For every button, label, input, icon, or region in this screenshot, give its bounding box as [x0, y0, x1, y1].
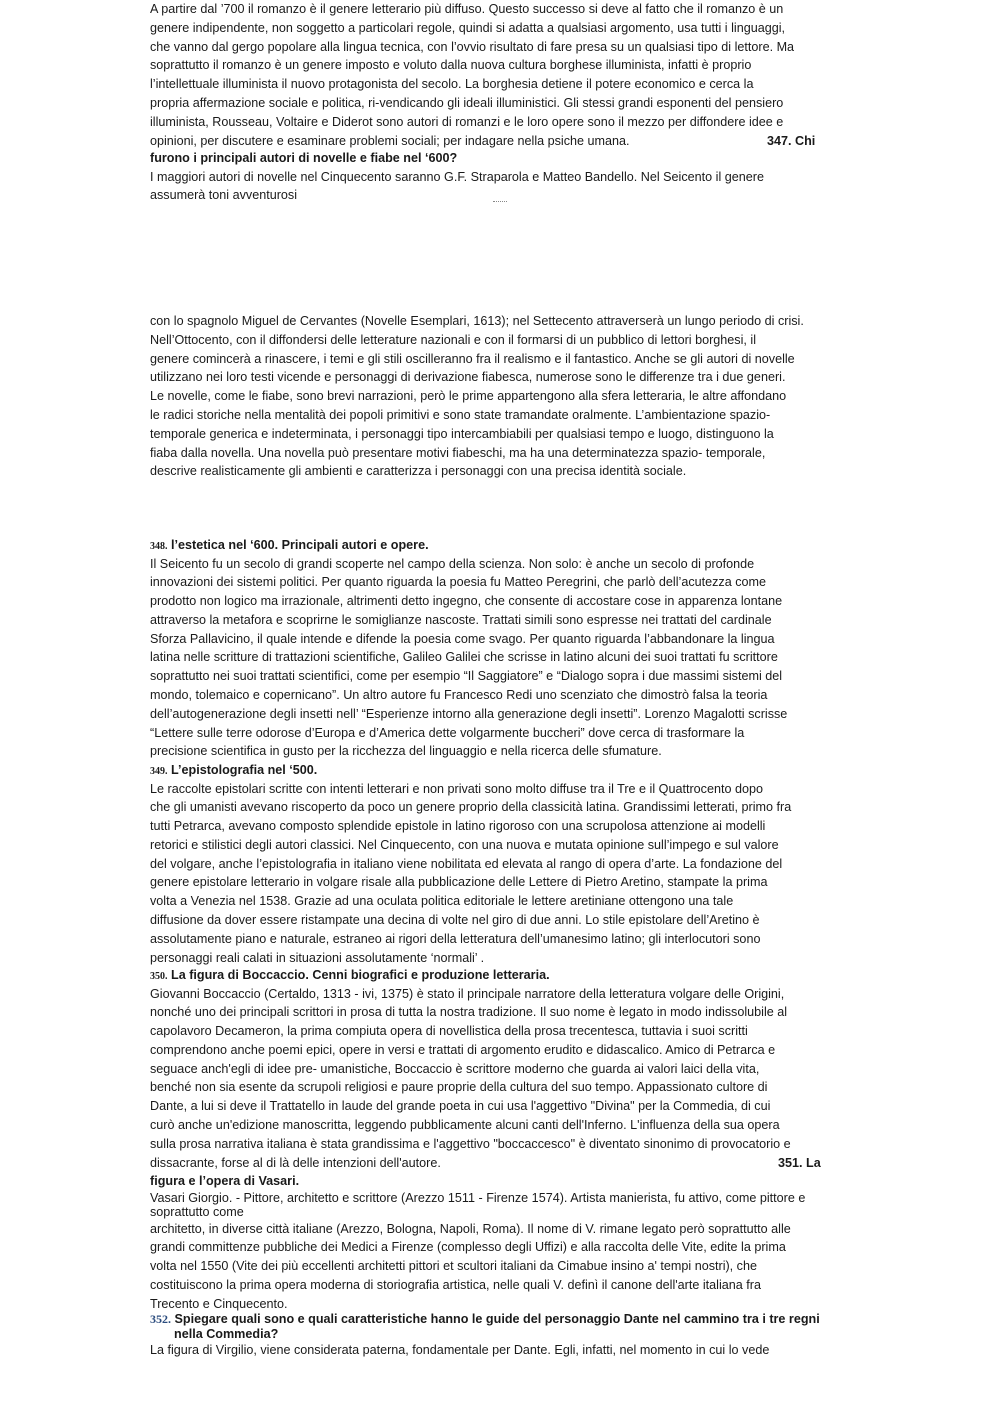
text-line: nonché uno dei principali scrittori in prosa di tutta la nostra tradizione. Il suo nome è legato in modo indissolubile al: [150, 1005, 788, 1020]
question-title-continued: nella Commedia?: [174, 1326, 279, 1341]
question-347: [150, 151, 850, 205]
text-line: Il Seicento fu un secolo di grandi scoperte nel campo della scienza. Non solo: è anche un secolo di profonde: [150, 556, 755, 571]
text-line: genere comincerà a rinascere, i temi e gli stili oscilleranno fra il realismo e il fantastico. Anche se gli autori di novelle: [150, 351, 795, 366]
text-line: Giovanni Boccaccio (Certaldo, 1313 - ivi, 1375) è stato il principale narratore della letteratura volgare delle Origini,: [150, 986, 785, 1001]
text-line: Nell’Ottocento, con il diffondersi delle letterature nazionali e con il formarsi di un pubblico di lettori borghesi, il: [150, 332, 756, 347]
text-line: curò anche un'edizione manoscritta, leggendo pubblicamente alcuni canti dell'Inferno. L'influenza della sua opera: [150, 1118, 780, 1133]
text-line: con lo spagnolo Miguel de Cervantes (Novelle Esemplari, 1613); nel Settecento attraverserà un lungo periodo di crisi.: [150, 314, 804, 328]
question-347-continuation: [150, 312, 850, 481]
text-line: A partire dal ’700 il romanzo è il genere letterario più diffuso. Questo successo si deve al fatto che il romanzo è un: [150, 2, 784, 16]
text-line-body: opinioni, per discutere e esaminare problemi sociali; per indagare nella psiche umana.: [150, 133, 630, 148]
text-line: capolavoro Decameron, la prima compiuta opera di novellistica della prosa trecentesca, tuttavia i suoi scritti: [150, 1024, 748, 1039]
text-line: l’intellettuale illuminista il nuovo protagonista del secolo. La borghesia detiene il potere economico e cerca la: [150, 77, 754, 92]
text-line: latina nelle scritture di trattazioni scientifiche, Galileo Galilei che scrisse in latino alcuni dei suoi trattati fu scrittore: [150, 650, 778, 665]
text-line: tutti Petrarca, avevano composto splendide epistole in latino rigoroso con una scrupolosa attenzione ai modelli: [150, 819, 766, 834]
text-line: che vanno dal gergo popolare alla lingua tecnica, con l’ovvio risultato di fare presa su un qualsiasi tipo di lettore. Ma: [150, 39, 795, 54]
question-348: [150, 538, 850, 761]
text-line: del volgare, anche l’epistolografia in italiano viene nobilitata ed elevata al rango di opera d’arte. La fondazione del: [150, 856, 783, 871]
question-350-heading: [150, 968, 850, 985]
question-349-heading: [150, 763, 850, 780]
text-line: “Lettere sulle terre odorose d’Europa e d’America dette volgarmente buccheri” dove cerca di trasformare la: [150, 725, 745, 740]
text-line: Dante, a lui si deve il Trattatello in laude del grande poeta in cui usa l'aggettivo "Divina" per la Commedia, di cui: [150, 1099, 771, 1114]
question-title: l’estetica nel ‘600. Principali autori e opere.: [171, 538, 429, 552]
text-line: che gli umanisti avevano riscoperto da poco un genere proprio della classicità latina. Grandissimi letterati, primo fra: [150, 800, 792, 815]
text-line: illuminista, Rousseau, Voltaire e Diderot sono autori di romanzi e le loro opere sono il mezzo per diffondere idee e: [150, 114, 784, 129]
text-line: fiaba dalla novella. Una novella può presentare motivi fiabeschi, ma ha una determinatezza spazio- temporale,: [150, 445, 766, 460]
question-number: 352.: [150, 1312, 171, 1326]
question-title: L’epistolografia nel ‘500.: [171, 763, 318, 777]
text-line: temporale generica e indeterminata, i personaggi tipo intercambiabili per qualsiasi tempo e luogo, distinguono la: [150, 426, 774, 441]
text-line: genere indipendente, non soggetto a particolari regole, quindi si adatta a qualsiasi argomento, usa tutti i linguaggi,: [150, 20, 786, 35]
text-line: grandi committenze pubbliche dei Medici a Firenze (complesso degli Uffizi) e alla raccolta delle Vite, edite la prima: [150, 1240, 786, 1255]
text-line: benché non sia esente da scrupoli religiosi e paure proprie della cultura del suo tempo. Appassionato cultore di: [150, 1080, 768, 1095]
question-347-heading: furono i principali autori di novelle e fiabe nel ‘600?: [150, 151, 458, 165]
text-line: I maggiori autori di novelle nel Cinquecento saranno G.F. Straparola e Matteo Bandello. Nel Seicento il genere: [150, 169, 764, 184]
text-line: attraverso la metafora e scoprirne le somiglianze nascoste. Trattati simili sono espresse nei trattati del cardinale: [150, 612, 772, 627]
text-line: Vasari Giorgio. - Pittore, architetto e scrittore (Arezzo 1511 - Firenze 1574). Artista manierista, fu attivo, come pittore e: [150, 1190, 806, 1205]
text-line: innovazioni dei sistemi politici. Per quanto riguarda la poesia fu Matteo Peregrini, che parlò dell’acutezza come: [150, 575, 767, 590]
text-line: soprattutto il romanzo è un genere imposto e voluto dalla nuova cultura borghese illuminista, infatti è proprio: [150, 58, 752, 73]
text-line: La figura di Virgilio, viene considerata paterna, fondamentale per Dante. Egli, infatti, nel momento in cui lo vede: [150, 1343, 770, 1357]
question-347-number: 347. Chi: [767, 133, 816, 148]
text-line: soprattutto come: [150, 1204, 244, 1219]
page-break-marker: [493, 201, 507, 204]
text-line: comprendono anche poemi epici, opere in versi e trattati di argomento erudito e didascalico. Amico di Petrarca e: [150, 1042, 776, 1057]
text-line: soprattutto nei suoi trattati scientifici, come per esempio “Il Saggiatore” e “Dialogo sopra i due massimi sistemi del: [150, 669, 783, 684]
question-351-heading: figura e l’opera di Vasari.: [150, 1174, 300, 1188]
text-line: retorici e stilistici degli autori classici. Nel Cinquecento, con una nuova e mutata opinione sull’impego e sul valore: [150, 837, 779, 852]
question-number: 348.: [150, 541, 168, 552]
text-line: personaggi reali calati in situazioni assolutamente ‘normali’ .: [150, 950, 485, 965]
text-line: [150, 132, 850, 151]
text-line: diffusione da dover essere ristampate una decina di volte nel giro di due anni. Lo stile epistolare dell’Aretino è: [150, 913, 760, 928]
question-350: [150, 968, 850, 1172]
text-line: dell’autogenerazione degli insetti nell’ “Esperienze intorno alla generazione degli insetti”. Lorenzo Magalotti scrisse: [150, 706, 788, 721]
question-351-number: 351. La: [778, 1155, 821, 1170]
text-line: assolutamente piano e naturale, estraneo ai rigori della letteratura dell’umanesimo latino; gli interlocutori sono: [150, 931, 761, 946]
question-348-heading: [150, 538, 850, 555]
question-349: [150, 763, 850, 967]
text-line: prodotto non logico ma irrazionale, altrimenti detto ingegno, che consente di accostare cose in apparenza lontane: [150, 594, 783, 609]
text-line: Le raccolte epistolari scritte con intenti letterari e non privati sono molto diffuse tra il Tre e il Quattrocento dopo: [150, 781, 763, 796]
question-title: Spiegare quali sono e quali caratteristiche hanno le guide del personaggio Dante nel cammino tra i tre regni: [174, 1312, 820, 1326]
text-line: precisione scientifica in gusto per la ricchezza del linguaggio e nella ricerca delle sfumature.: [150, 744, 662, 759]
question-title: La figura di Boccaccio. Cenni biografici e produzione letteraria.: [171, 968, 550, 982]
question-number: 350.: [150, 971, 168, 982]
text-line: volta nel 1550 (Vite dei più eccellenti architetti pittori et scultori italiani da Cimabue insino a' tempi nostri), che: [150, 1259, 757, 1274]
text-line: [150, 1154, 850, 1173]
text-line: propria affermazione sociale e politica, ri-vendicando gli ideali illuministici. Gli stessi grandi esponenti del pensiero: [150, 95, 784, 110]
question-352-heading: [150, 1312, 850, 1327]
text-line: seguace anch'egli di idee pre- umanistiche, Boccaccio è scrittore moderno che guarda ai valori laici della vita,: [150, 1061, 760, 1076]
question-351: [150, 1174, 850, 1313]
text-line: le radici storiche nella mentalità dei popoli primitivi e sono state tramandate oralmente. L’ambientazione spazio-: [150, 407, 771, 422]
text-line: utilizzano nei loro testi vicende e personaggi di derivazione fiabesca, numerose sono le differenze tra i due generi.: [150, 370, 786, 385]
text-line: Le novelle, come le fiabe, sono brevi narrazioni, però le prime appartengono alla sfera letteraria, le altre affondano: [150, 389, 787, 404]
text-line: sulla prosa narrativa italiana è stata grandissima e l'aggettivo "boccaccesco" è diventato sinonimo di provocatorio e: [150, 1136, 791, 1151]
text-line-body: dissacrante, forse al di là delle intenzioni dell'autore.: [150, 1155, 441, 1170]
text-line: descrive realisticamente gli ambienti e caratterizza i personaggi con una precisa identità sociale.: [150, 464, 687, 479]
question-352: [150, 1312, 850, 1360]
text-line: architetto, in diverse città italiane (Arezzo, Bologna, Napoli, Roma). Il nome di V. rimane legato però soprattutto alle: [150, 1221, 791, 1236]
text-line: genere epistolare letterario in volgare risale alla pubblicazione delle Lettere di Pietro Aretino, stampate la prima: [150, 875, 768, 890]
question-number: 349.: [150, 766, 168, 777]
text-line: assumerà toni avventurosi: [150, 188, 297, 203]
text-line: Trecento e Cinquecento.: [150, 1296, 288, 1311]
text-line: mondo, tolemaico e copernicano”. Un altro autore fu Francesco Redi uno scenziato che dimostrò falsa la teoria: [150, 688, 768, 703]
text-line: Sforza Pallavicino, il quale intende e difende la poesia come svago. Per quanto riguarda l’abbandonare la lingua: [150, 631, 775, 646]
text-line: costituiscono la prima opera moderna di storiografia artistica, nelle quali V. definì il canone dell'arte italiana fra: [150, 1277, 761, 1292]
intro-paragraph: [150, 0, 850, 150]
text-line: volta a Venezia nel 1538. Grazie ad una oculata politica editoriale le lettere aretiniane ottengono una tale: [150, 894, 734, 909]
